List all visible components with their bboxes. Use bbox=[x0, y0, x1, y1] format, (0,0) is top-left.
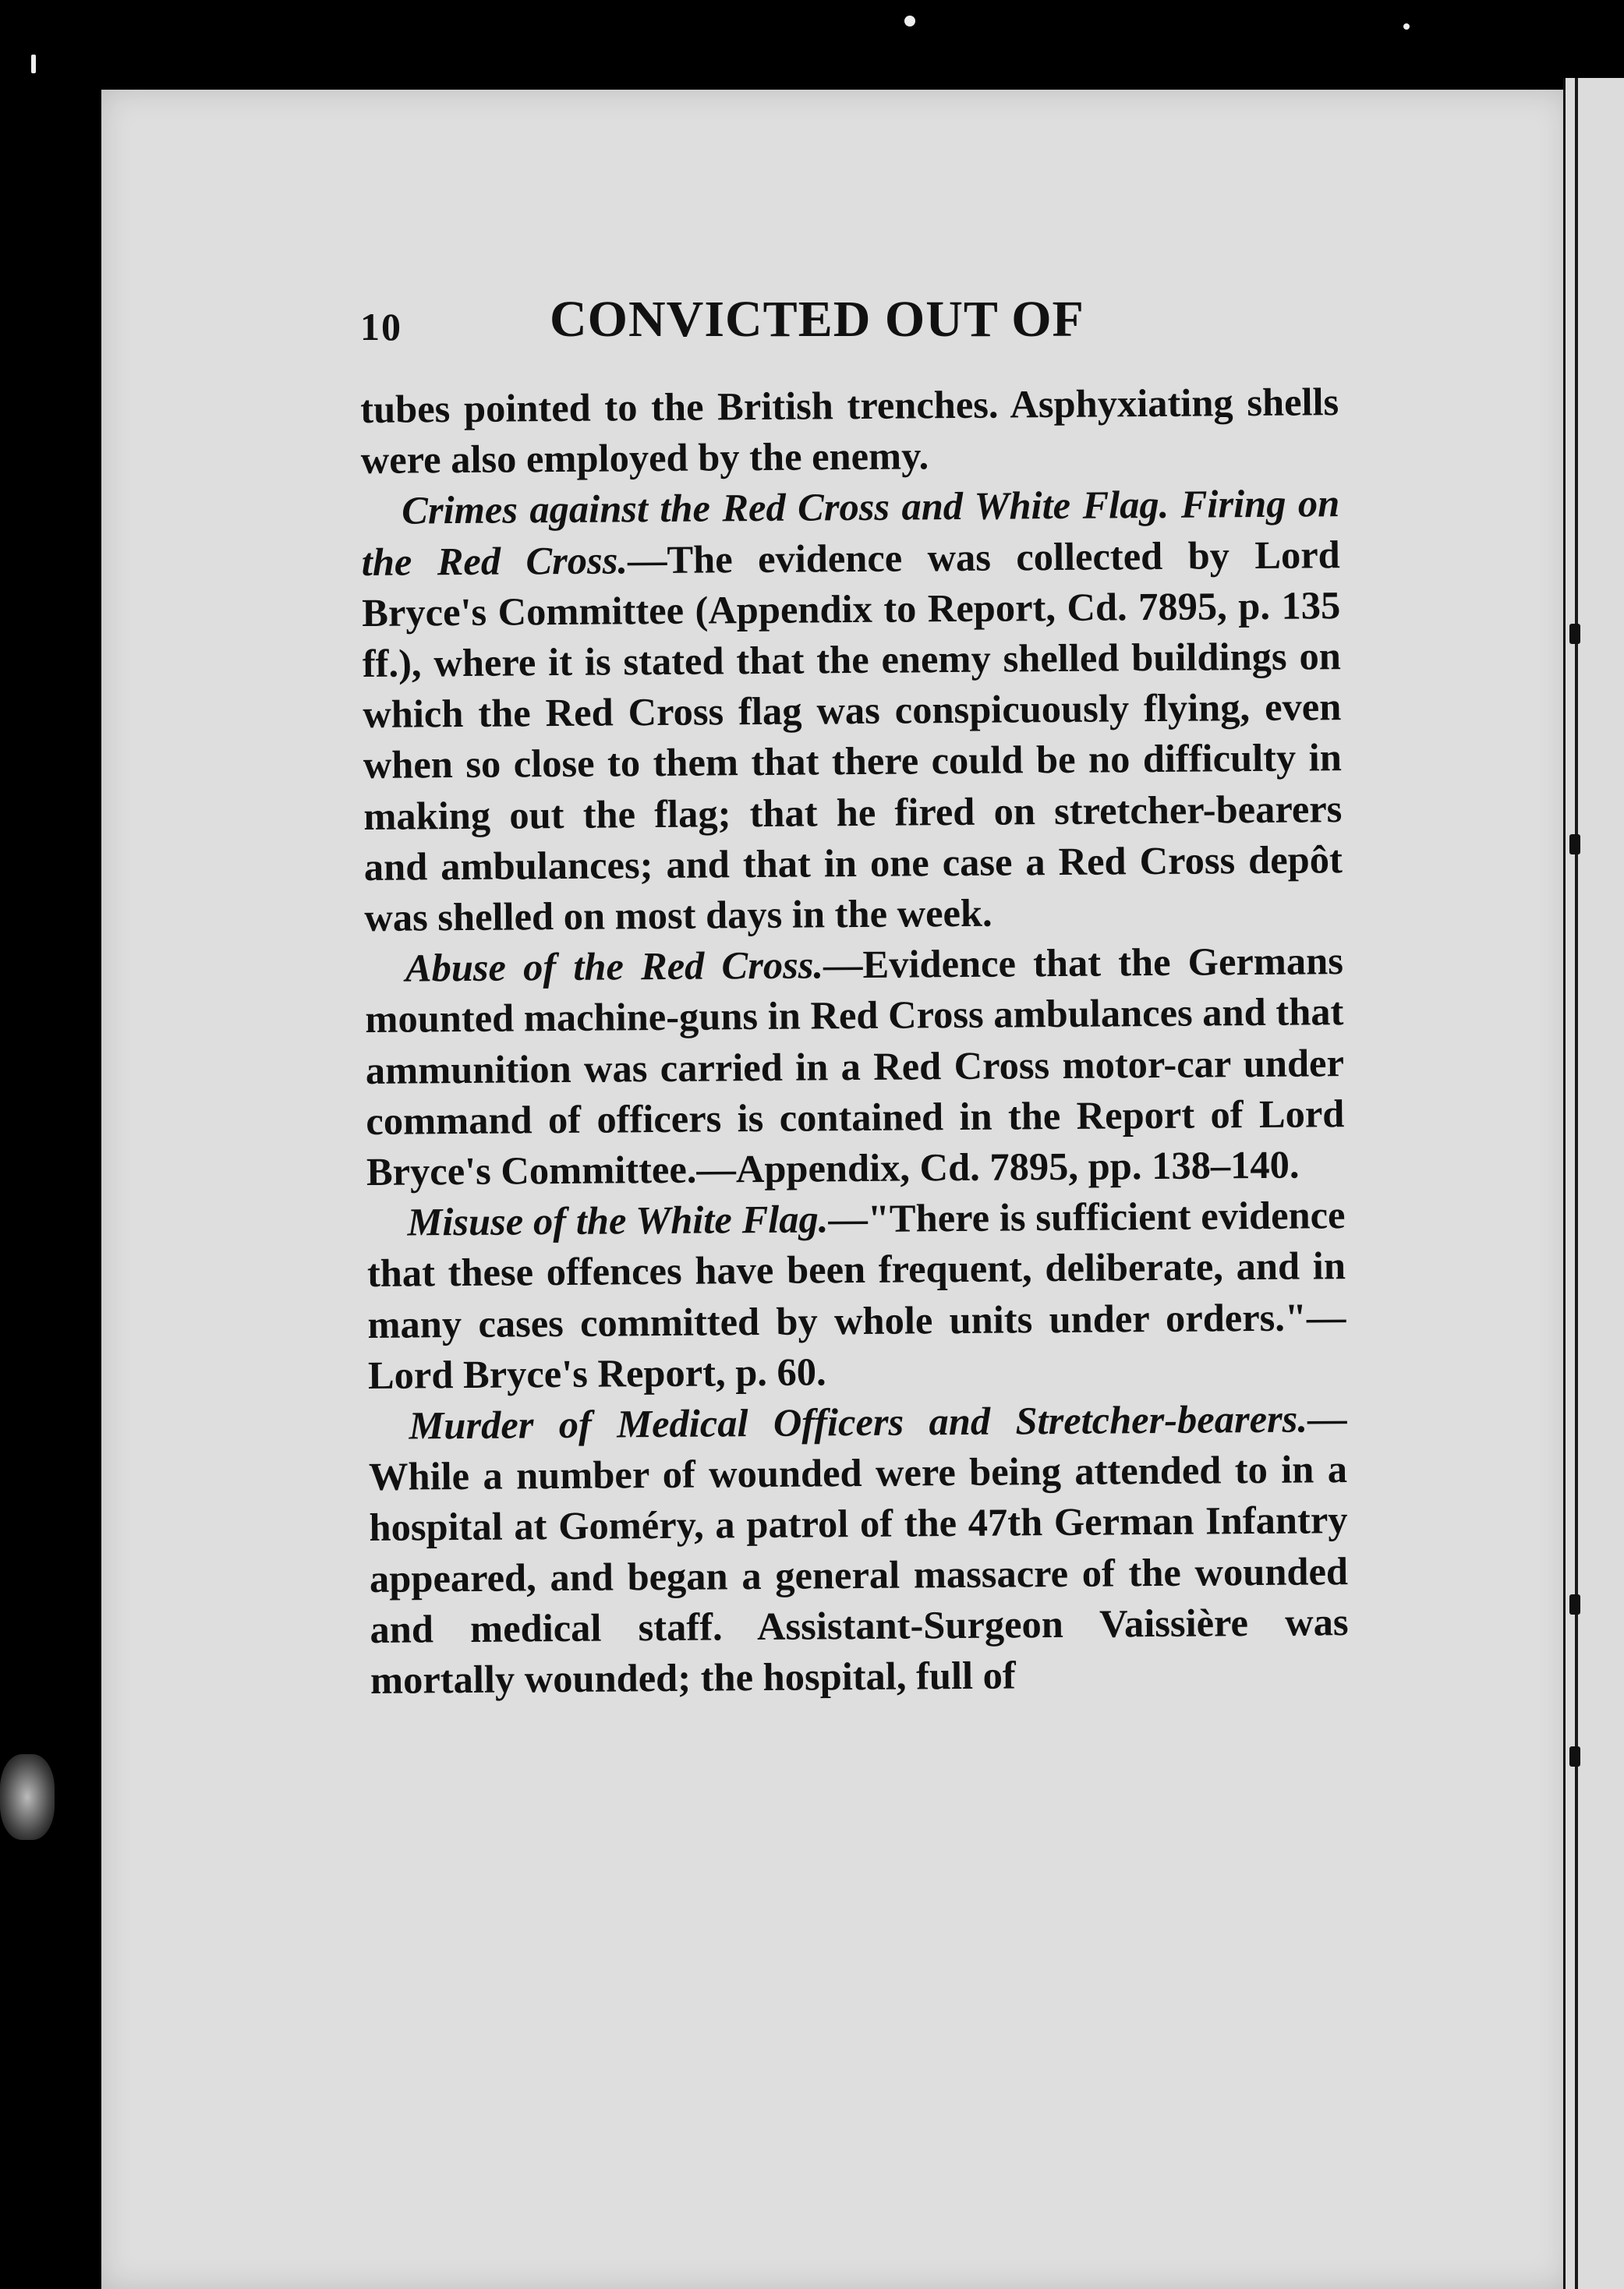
edge-mark bbox=[1569, 1594, 1580, 1615]
facing-page-edge bbox=[1563, 78, 1624, 2289]
edge-mark bbox=[1569, 1746, 1580, 1767]
page-gutter bbox=[1575, 78, 1578, 2289]
paragraph-text: —"There is sufficient evidence that these offences have been frequent, deliberate, and in many cases committed by whole units under orders."—Lord Bryce's Report, p. 60. bbox=[366, 1193, 1346, 1397]
page-number: 10 bbox=[360, 305, 402, 348]
dust-speck bbox=[31, 55, 36, 73]
paragraph-heading: Murder of Medical Officers and Stretcher-bearers. bbox=[409, 1396, 1308, 1448]
paragraph-text: —Evidence that the Germans mounted machine-guns in Red Cross ambulances and that ammunition was carried in a Red Cross motor-car under command of officers is contained in the Report of Lord Bryce's Committee.—Appendix, Cd. 7895, pp. 138–140. bbox=[365, 939, 1345, 1194]
paragraph bbox=[361, 479, 1343, 944]
paragraph-text: —The evidence was collected by Lord Bryce's Committee (Appendix to Report, Cd. 7895, p. 135 ff.), where it is stated that the enemy shelled buildings on which the Red Cross flag was conspicuously flying, even when so close to them that there could be no difficulty in making out the flag; that he fired on stretcher-bearers and ambulances; and that in one case a Red Cross depôt was shelled on most days in the week. bbox=[362, 532, 1343, 940]
paragraph bbox=[366, 1190, 1346, 1401]
dust-speck bbox=[1403, 23, 1410, 30]
paragraph-heading: Abuse of the Red Cross. bbox=[405, 943, 824, 990]
running-title: CONVICTED OUT OF bbox=[550, 291, 1084, 348]
paragraph-text: —While a number of wounded were being attended to in a hospital at Goméry, a patrol of the 47th German Infantry appeared, and began a general massacre of the wounded and medical staff. Assistant-Surgeon Vaissière was mortally wounded; the hospital, full of bbox=[368, 1396, 1349, 1703]
scan-artifact bbox=[0, 1754, 55, 1840]
edge-mark bbox=[1569, 624, 1580, 644]
page-header bbox=[360, 290, 1467, 352]
edge-mark bbox=[1569, 834, 1580, 854]
paragraph bbox=[365, 936, 1346, 1198]
paragraph bbox=[368, 1393, 1349, 1706]
body-text bbox=[360, 377, 1349, 1706]
paragraph-text: tubes pointed to the British trenches. Asphyxiating shells were also employed by the enemy. bbox=[360, 380, 1339, 483]
paragraph bbox=[360, 377, 1339, 486]
dust-speck bbox=[904, 16, 915, 27]
paragraph-heading: Crimes against the Red Cross and White Flag. Firing on the Red Cross. bbox=[361, 481, 1340, 584]
paragraph-heading: Misuse of the White Flag. bbox=[407, 1197, 829, 1244]
